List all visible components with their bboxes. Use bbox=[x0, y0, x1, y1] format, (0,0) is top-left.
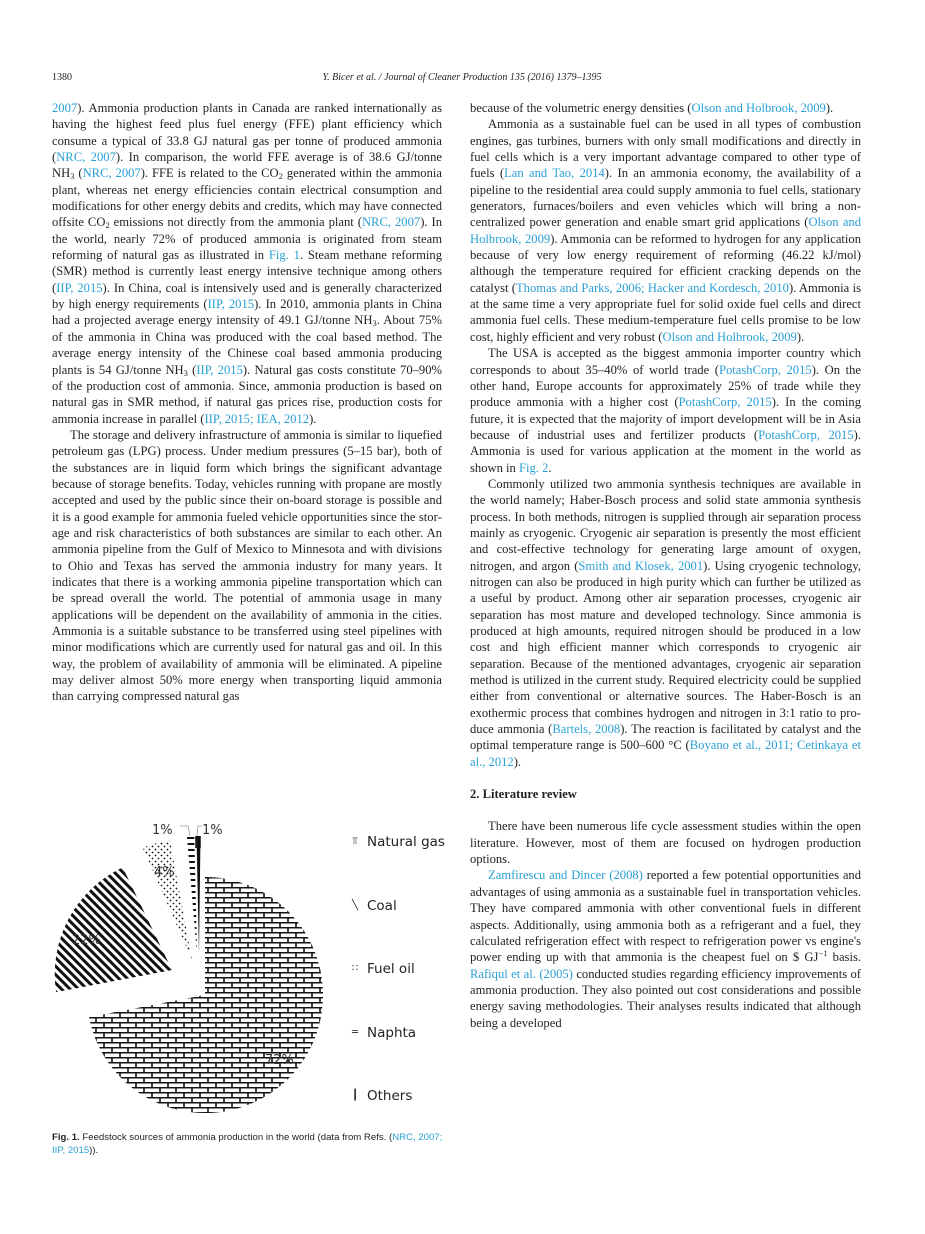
label-naphta: 1% bbox=[152, 823, 173, 838]
citation-link[interactable]: Lan and Tao, 2014 bbox=[504, 166, 605, 181]
paragraph: Ammonia as a sustainable fuel can be used in all types of combustion engines, gas turbines, burners with only small modifications and directly in fuel cells which is a very important advantage compared to other type of fuels (Lan and Tao, 2014). In an ammonia economy, the availability of a pipeline to the residential area could supply ammonia to fuel cells, stationary generators, furnaces/boilers and even vehicles which will bring a non-centralized power generation and enable smart grid applications (Olson and Holbrook, 2009). Ammonia can be reformed to hydrogen for any application because of very low energy requirement of reforming (46.22 kJ/mol) although the temperature required for efficient cracking depends on the catalyst (Thomas and Parks, 2006; Hacker and Kordesch, 2010). Ammonia is at the same time a very appropriate fuel for solid oxide fuel cells and direct ammonia fuel cells. These medium-temperature fuel cells promise to be low cost, highly efficient and very robust (Olson and Holbrook, 2009). bbox=[470, 117, 862, 344]
figure-link[interactable]: Fig. 1 bbox=[268, 248, 300, 263]
vertical-lines-icon: ┃ bbox=[352, 1090, 359, 1101]
paragraph: Zamfirescu and Dincer (2008) reported a few potential opportunities and advantages of using ammonia as a sustainable fuel in transportation vehicles. They have compared ammonia with other conventional fuels in different aspects. Additionally, using ammonia both as a refrigerant and a fuel, they calculated refrigeration effect with respect to refrigeration power vs engine's power ending up with that ammonia is the cheapest fuel on $ $GJ^{-1}$ basis. Rafiqul et al. (2005) conducted studies regarding efficiency improvements of ammonia production. They also pointed out cost considerations and possible energy saving methodologies. Their analyses results indicated that although being a developed bbox=[470, 868, 862, 1030]
citation-link[interactable]: IIP, 2015 bbox=[207, 297, 255, 312]
figure-caption: Fig. 1. Feedstock sources of ammonia production in the world (data from Refs. (NRC, 2007; IIP, 2015)). bbox=[52, 1132, 443, 1156]
citation-link[interactable]: Thomas and Parks, 2006; Hacker and Kordesch, 2010 bbox=[515, 280, 789, 295]
citation-link[interactable]: Zamfirescu and Dincer (2008) bbox=[488, 868, 643, 883]
label-coal: 22% bbox=[72, 933, 101, 948]
label-natural-gas: 72% bbox=[265, 1053, 294, 1068]
figure-1 bbox=[52, 812, 447, 1147]
label-others: 1% bbox=[202, 823, 223, 838]
citation-link[interactable]: IIP, 2015 bbox=[56, 280, 103, 295]
citation-link[interactable]: Olson and Holbrook, 2009 bbox=[470, 215, 862, 246]
figure-link[interactable]: Fig. 2 bbox=[518, 460, 549, 475]
brick-pattern-icon: ⫪ bbox=[352, 836, 358, 847]
chart-legend bbox=[352, 834, 452, 1152]
citation-link[interactable]: NRC, 2007 bbox=[361, 215, 421, 230]
paragraph: because of the volumetric energy densities (Olson and Holbrook, 2009). bbox=[470, 101, 834, 115]
citation-link[interactable]: Smith and Klosek, 2001 bbox=[578, 558, 704, 573]
running-head bbox=[52, 72, 872, 86]
dot-pattern-icon: ∷ bbox=[352, 963, 359, 974]
paragraph: Commonly utilized two ammonia synthesis techniques are available in the world namely; Haber-Bosch process and solid state ammonia synthesis process. In both methods, nitrogen is supplied through air separation process mainly as cryogenic. Cryogenic air separation is presently the most efficient and cost-effective technology for generating large amount of oxygen, nitrogen, and argon (Smith and Klosek, 2001). Using cryogenic technology, nitrogen can also be produced in high purity which can further be utilized as a useful by product. Among other air separation processes, cryogenic air separation has most mature and developed technology. Since ammonia is produced at high amounts, required nitrogen should be produced in a low cost and high efficient manner which corresponds to cryogenic air separation. Because of the mentioned advantages, cryogenic air separation method is utilized in the current study. Required electricity could be supplied either from conventional or alternative sources. The Haber-Bosch is an exothermic process that combines hydrogen and nitrogen in 3:1 ratio to produce ammonia (Bartels, 2008). The reaction is facilitated by catalyst and the optimal temperature range is 500–600 °C (Boyano et al., 2011; Cetinkaya et al., 2012). bbox=[470, 476, 862, 769]
label-fuel-oil: 4% bbox=[154, 865, 175, 880]
citation-link[interactable]: NRC, 2007 bbox=[82, 166, 141, 181]
paragraph: The USA is accepted as the biggest ammonia importer country which corresponds to about 35–40% of world trade (PotashCorp, 2015). On the other hand, Europe accounts for approximately 25% of trade while they produce ammonia with a higher cost (PotashCorp, 2015). In the coming future, it is expected that the majority of import development will be in Asia because of industrial uses and fertilizer products (PotashCorp, 2015). Ammonia is used for various application at the moment in the world as shown in Fig. 2. bbox=[470, 346, 861, 475]
citation-link[interactable]: Bartels, 2008 bbox=[552, 722, 621, 737]
legend-item-natural-gas: ⫪ Natural gas bbox=[352, 834, 445, 850]
citation-link[interactable]: NRC, 2007 bbox=[56, 150, 116, 165]
citation-link[interactable]: PotashCorp, 2015 bbox=[758, 427, 854, 442]
left-column bbox=[52, 100, 442, 705]
pie-chart bbox=[52, 812, 352, 1132]
dash-pattern-icon: ═ bbox=[352, 1026, 359, 1038]
legend-item-others: ┃ Others bbox=[352, 1088, 413, 1104]
section-heading: 2. Literature review bbox=[470, 787, 577, 802]
slice-naphta bbox=[187, 836, 197, 954]
citation-link[interactable]: IIP, 2015 bbox=[196, 362, 243, 377]
legend-item-fuel-oil: ∷ Fuel oil bbox=[352, 961, 415, 977]
slice-coal bbox=[55, 867, 172, 992]
slice-others bbox=[197, 836, 201, 954]
legend-item-naphta: ═ Naphta bbox=[352, 1024, 417, 1041]
paragraph: There have been numerous life cycle assessment studies within the open literature. However, most of them are focused on hydrogen production options. bbox=[470, 819, 861, 867]
citation-link[interactable]: 2007 bbox=[52, 101, 78, 115]
citation-link[interactable]: Olson and Holbrook, 2009 bbox=[691, 101, 826, 115]
citation-link[interactable]: PotashCorp, 2015 bbox=[678, 395, 772, 410]
citation-link[interactable]: Rafiqul et al. (2005) bbox=[470, 966, 573, 981]
citation-link[interactable]: Boyano et al., 2011; Cetinkaya et al., 2012 bbox=[470, 738, 862, 769]
legend-item-coal: ╲ Coal bbox=[352, 897, 397, 914]
paragraph: 2007). Ammonia production plants in Canada are ranked internationally as having the highest feed plus fuel energy (FFE) plant efficiency which consume a typical of 33.8 GJ natural gas per tonne of produced ammonia (NRC, 2007). In comparison, the world FFE average is of 38.6 GJ/tonne $NH_3$ (NRC, 2007). FFE is related to the $CO_2$ generated within the ammonia plant, whereas net energy efficiencies contain electrical consumption and modifications for other energy debits and credits, which may have connected offsite $CO_2$ emissions not directly from the ammonia plant (NRC, 2007). In the world, nearly 72% of produced ammonia is originated from steam reforming of natural gas as illustrated in Fig. 1. Steam methane reforming (SMR) method is currently least energy intensive technique among others (IIP, 2015). In China, coal is intensively used and is generally characterized by high energy requirements (IIP, 2015). In 2010, ammonia plants in China had a projected average energy intensity of 49.1 GJ/tonne $NH_3$. About 75% of the ammonia in China was produced with the coal based method. The average energy intensity of the Chinese coal based ammonia producing plants is 54 GJ/tonne $NH_3$ (IIP, 2015). Natural gas costs constitute 70–90% of the production cost of ammonia. Since, ammonia production is based on natural gas in SMR method, if natural gas prices rise, production costs for ammonia increase in parallel (IIP, 2015; IEA, 2012). bbox=[52, 101, 443, 426]
citation-link[interactable]: PotashCorp, 2015 bbox=[718, 362, 812, 377]
citation-link[interactable]: IIP, 2015; IEA, 2012 bbox=[204, 411, 310, 426]
paragraph: The storage and delivery infrastructure of ammonia is similar to liquefied petroleum gas (LPG) process. Under medium pressures (5–15 bar), both of the substances are in liquid form which brings the significant advantage because of storage benefits. Today, vehicles running with propane are mostly accepted and used by the public since their on-board storage is possible and it is a good example for ammonia fueled vehicle opportunities since the storage and risk characteristics of both substances are similar to each other. An ammonia pipeline from the Gulf of Mexico to Minnesota and with divisions to Ohio and Texas has served the ammonia industry for many years. It indicates that there is a working ammonia pipeline transportation which can be spread overall the world. The potential of ammonia usage in many applications will be dependent on the availability of ammonia in the cities. Ammonia is a suitable substance to be transferred using steel pipelines with minor modifications which are currently used for natural gas and oil. In this way, the problem of availability of ammonia will be eliminated. A pipeline may deliver almost 50% more energy when transporting liquid ammonia than carrying compressed natural gas bbox=[52, 427, 442, 704]
citation-link[interactable]: NRC, 2007; IIP, 2015 bbox=[52, 1132, 443, 1156]
diagonal-hatch-icon: ╲ bbox=[352, 899, 359, 911]
citation-link[interactable]: Olson and Holbrook, 2009 bbox=[662, 329, 797, 344]
right-column bbox=[470, 100, 861, 1031]
journal-citation: Y. Bicer et al. / Journal of Cleaner Production 135 (2016) 1379–1395 bbox=[322, 72, 602, 83]
page-number: 1380 bbox=[52, 72, 72, 83]
figure-label: Fig. 1. bbox=[52, 1132, 80, 1143]
